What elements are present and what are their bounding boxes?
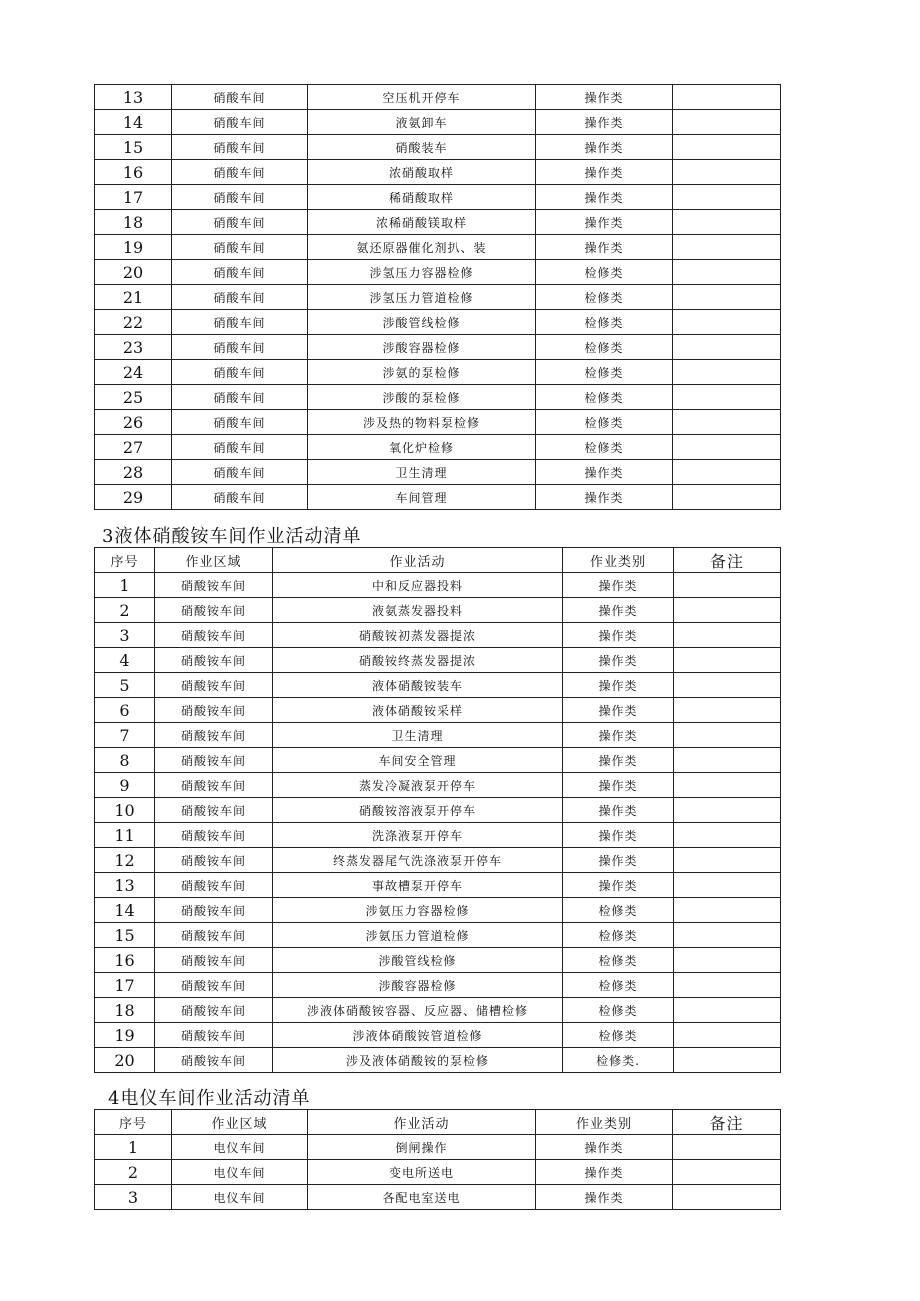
row-category: 检修类 (536, 410, 673, 435)
row-note (673, 485, 781, 510)
row-note (674, 648, 781, 673)
row-activity: 涉酸管线检修 (273, 948, 563, 973)
row-area: 硝酸铵车间 (155, 773, 273, 798)
row-area: 硝酸车间 (172, 235, 308, 260)
row-note (673, 185, 781, 210)
table-row (95, 623, 781, 648)
row-activity: 涉氨的泵检修 (308, 360, 536, 385)
row-note (674, 673, 781, 698)
row-category: 检修类 (536, 335, 673, 360)
table-row (95, 898, 781, 923)
row-area: 电仪车间 (172, 1135, 308, 1160)
row-category: 操作类 (563, 573, 674, 598)
row-category: 操作类 (563, 798, 674, 823)
table-row (95, 485, 781, 510)
row-activity: 氨还原器催化剂扒、装 (308, 235, 536, 260)
row-activity: 卫生清理 (308, 460, 536, 485)
row-number: 13 (95, 873, 155, 898)
row-area: 硝酸铵车间 (155, 698, 273, 723)
table-row (95, 1023, 781, 1048)
row-note (674, 923, 781, 948)
row-area: 硝酸铵车间 (155, 1048, 273, 1073)
row-activity: 洗涤液泵开停车 (273, 823, 563, 848)
row-category: 检修类 (563, 1023, 674, 1048)
row-number: 14 (95, 110, 172, 135)
header-category: 作业类别 (536, 1110, 673, 1135)
row-area: 硝酸车间 (172, 410, 308, 435)
section3-title: 3液体硝酸铵车间作业活动清单 (102, 526, 362, 547)
row-category: 操作类 (536, 1135, 673, 1160)
table-row (95, 973, 781, 998)
row-activity: 氧化炉检修 (308, 435, 536, 460)
table-row (95, 948, 781, 973)
row-note (673, 110, 781, 135)
row-note (673, 335, 781, 360)
row-category: 检修类 (536, 285, 673, 310)
row-category: 操作类 (536, 1160, 673, 1185)
row-area: 硝酸车间 (172, 385, 308, 410)
header-activity: 作业活动 (308, 1110, 536, 1135)
row-category: 操作类 (536, 160, 673, 185)
row-note (674, 773, 781, 798)
row-area: 硝酸车间 (172, 160, 308, 185)
table-row (95, 335, 781, 360)
table-row (95, 460, 781, 485)
row-number: 27 (95, 435, 172, 460)
header-note: 备注 (673, 1110, 781, 1135)
row-area: 硝酸车间 (172, 460, 308, 485)
row-area: 硝酸铵车间 (155, 623, 273, 648)
table-row (95, 260, 781, 285)
table-row (95, 160, 781, 185)
row-number: 4 (95, 648, 155, 673)
section3-table (94, 547, 781, 1073)
table-header-row (95, 1110, 781, 1135)
row-activity: 浓稀硝酸镁取样 (308, 210, 536, 235)
table-row (95, 1135, 781, 1160)
row-category: 操作类 (563, 723, 674, 748)
row-activity: 涉氢压力容器检修 (308, 260, 536, 285)
table-row (95, 210, 781, 235)
row-category: 操作类 (536, 85, 673, 110)
row-number: 12 (95, 848, 155, 873)
table-row (95, 110, 781, 135)
table-row (95, 698, 781, 723)
row-activity: 液体硝酸铵采样 (273, 698, 563, 723)
row-category: 操作类 (563, 773, 674, 798)
row-number: 23 (95, 335, 172, 360)
header-area: 作业区域 (172, 1110, 308, 1135)
row-area: 硝酸车间 (172, 285, 308, 310)
row-category: 检修类 (536, 260, 673, 285)
row-number: 16 (95, 948, 155, 973)
table-row (95, 748, 781, 773)
row-number: 28 (95, 460, 172, 485)
row-note (674, 598, 781, 623)
row-note (674, 948, 781, 973)
row-number: 17 (95, 973, 155, 998)
row-note (674, 973, 781, 998)
table-row (95, 998, 781, 1023)
row-category: 检修类 (536, 385, 673, 410)
row-area: 硝酸车间 (172, 360, 308, 385)
row-area: 电仪车间 (172, 1160, 308, 1185)
row-area: 硝酸铵车间 (155, 748, 273, 773)
row-area: 硝酸车间 (172, 435, 308, 460)
row-number: 29 (95, 485, 172, 510)
row-number: 25 (95, 385, 172, 410)
row-area: 硝酸铵车间 (155, 723, 273, 748)
row-area: 硝酸铵车间 (155, 598, 273, 623)
row-area: 硝酸铵车间 (155, 998, 273, 1023)
row-number: 15 (95, 923, 155, 948)
row-number: 20 (95, 1048, 155, 1073)
row-area: 硝酸车间 (172, 485, 308, 510)
row-number: 13 (95, 85, 172, 110)
row-number: 18 (95, 210, 172, 235)
row-category: 检修类 (536, 310, 673, 335)
table-row (95, 823, 781, 848)
row-note (673, 285, 781, 310)
row-note (674, 698, 781, 723)
row-note (674, 623, 781, 648)
row-number: 3 (95, 1185, 172, 1210)
table-header-row (95, 548, 781, 573)
row-activity: 卫生清理 (273, 723, 563, 748)
row-area: 硝酸车间 (172, 310, 308, 335)
row-activity: 空压机开停车 (308, 85, 536, 110)
row-area: 硝酸铵车间 (155, 798, 273, 823)
row-category: 操作类 (536, 460, 673, 485)
row-note (673, 410, 781, 435)
row-note (673, 135, 781, 160)
section3-table-body (95, 573, 781, 1073)
row-area: 硝酸铵车间 (155, 898, 273, 923)
table-row (95, 1160, 781, 1185)
header-no: 序号 (95, 548, 155, 573)
row-number: 10 (95, 798, 155, 823)
row-category: 操作类 (563, 748, 674, 773)
row-area: 硝酸铵车间 (155, 823, 273, 848)
table-row (95, 798, 781, 823)
row-number: 5 (95, 673, 155, 698)
row-number: 18 (95, 998, 155, 1023)
table-row (95, 435, 781, 460)
row-activity: 稀硝酸取样 (308, 185, 536, 210)
row-activity: 涉酸容器检修 (273, 973, 563, 998)
row-activity: 车间管理 (308, 485, 536, 510)
table-row (95, 1185, 781, 1210)
row-area: 硝酸车间 (172, 260, 308, 285)
row-number: 21 (95, 285, 172, 310)
row-activity: 倒闸操作 (308, 1135, 536, 1160)
table-row (95, 923, 781, 948)
section4-table-body (95, 1135, 781, 1210)
row-activity: 涉酸管线检修 (308, 310, 536, 335)
table-row (95, 235, 781, 260)
row-category: 检修类 (563, 898, 674, 923)
row-category: 检修类 (563, 973, 674, 998)
row-number: 2 (95, 1160, 172, 1185)
row-area: 硝酸铵车间 (155, 648, 273, 673)
row-number: 17 (95, 185, 172, 210)
row-category: 操作类 (536, 235, 673, 260)
section4-table (94, 1109, 781, 1210)
row-activity: 液体硝酸铵装车 (273, 673, 563, 698)
table-row (95, 848, 781, 873)
row-activity: 变电所送电 (308, 1160, 536, 1185)
row-number: 8 (95, 748, 155, 773)
row-note (673, 1160, 781, 1185)
table-row (95, 285, 781, 310)
row-activity: 各配电室送电 (308, 1185, 536, 1210)
row-number: 19 (95, 235, 172, 260)
row-activity: 涉及热的物料泵检修 (308, 410, 536, 435)
table-row (95, 135, 781, 160)
row-number: 1 (95, 573, 155, 598)
row-area: 硝酸铵车间 (155, 573, 273, 598)
row-area: 硝酸车间 (172, 135, 308, 160)
row-category: 操作类 (536, 185, 673, 210)
table-row (95, 648, 781, 673)
row-area: 硝酸车间 (172, 185, 308, 210)
row-category: 操作类 (563, 848, 674, 873)
row-activity: 硝酸铵溶液泵开停车 (273, 798, 563, 823)
table-row (95, 310, 781, 335)
row-category: 操作类 (563, 823, 674, 848)
row-note (673, 1185, 781, 1210)
row-category: 操作类 (536, 485, 673, 510)
row-activity: 蒸发冷凝液泵开停车 (273, 773, 563, 798)
row-area: 硝酸铵车间 (155, 948, 273, 973)
table-row (95, 598, 781, 623)
row-category: 操作类 (563, 873, 674, 898)
table-row (95, 360, 781, 385)
row-note (674, 1048, 781, 1073)
table-row (95, 385, 781, 410)
row-number: 11 (95, 823, 155, 848)
row-category: 操作类 (536, 110, 673, 135)
row-number: 24 (95, 360, 172, 385)
section2-table-body (95, 85, 781, 510)
row-category: 操作类 (536, 210, 673, 235)
row-note (673, 385, 781, 410)
row-note (674, 1023, 781, 1048)
row-note (674, 748, 781, 773)
row-activity: 车间安全管理 (273, 748, 563, 773)
row-category: 操作类 (536, 1185, 673, 1210)
row-note (673, 360, 781, 385)
row-note (673, 435, 781, 460)
row-activity: 硝酸铵初蒸发器提浓 (273, 623, 563, 648)
row-note (673, 260, 781, 285)
section2-table (94, 84, 781, 510)
row-category: 检修类. (563, 1048, 674, 1073)
row-note (674, 573, 781, 598)
row-category: 检修类 (563, 998, 674, 1023)
row-note (674, 898, 781, 923)
row-category: 操作类 (563, 598, 674, 623)
row-area: 硝酸铵车间 (155, 973, 273, 998)
header-area: 作业区域 (155, 548, 273, 573)
row-note (673, 160, 781, 185)
row-activity: 涉氢压力管道检修 (308, 285, 536, 310)
row-area: 硝酸铵车间 (155, 848, 273, 873)
row-activity: 浓硝酸取样 (308, 160, 536, 185)
row-number: 14 (95, 898, 155, 923)
table-row (95, 773, 781, 798)
row-activity: 涉氨压力管道检修 (273, 923, 563, 948)
row-area: 硝酸车间 (172, 110, 308, 135)
row-category: 检修类 (563, 948, 674, 973)
row-activity: 涉液体硝酸铵容器、反应器、储槽检修 (273, 998, 563, 1023)
row-activity: 液氨蒸发器投料 (273, 598, 563, 623)
row-category: 检修类 (536, 360, 673, 385)
row-note (674, 798, 781, 823)
row-number: 7 (95, 723, 155, 748)
section4-title: 4电仪车间作业活动清单 (108, 1088, 311, 1109)
row-area: 硝酸铵车间 (155, 873, 273, 898)
row-area: 电仪车间 (172, 1185, 308, 1210)
table-row (95, 573, 781, 598)
row-activity: 液氨卸车 (308, 110, 536, 135)
row-number: 6 (95, 698, 155, 723)
row-activity: 涉酸的泵检修 (308, 385, 536, 410)
row-note (673, 85, 781, 110)
row-category: 检修类 (536, 435, 673, 460)
table-row (95, 673, 781, 698)
row-note (673, 235, 781, 260)
row-number: 20 (95, 260, 172, 285)
row-activity: 硝酸装车 (308, 135, 536, 160)
row-note (674, 873, 781, 898)
header-note: 备注 (674, 548, 781, 573)
row-number: 19 (95, 1023, 155, 1048)
header-category: 作业类别 (563, 548, 674, 573)
row-activity: 终蒸发器尾气洗涤液泵开停车 (273, 848, 563, 873)
row-area: 硝酸铵车间 (155, 673, 273, 698)
row-activity: 事故槽泵开停车 (273, 873, 563, 898)
table-row (95, 85, 781, 110)
row-note (674, 723, 781, 748)
row-category: 操作类 (536, 135, 673, 160)
row-number: 22 (95, 310, 172, 335)
row-category: 操作类 (563, 623, 674, 648)
row-activity: 硝酸铵终蒸发器提浓 (273, 648, 563, 673)
row-activity: 涉及液体硝酸铵的泵检修 (273, 1048, 563, 1073)
header-activity: 作业活动 (273, 548, 563, 573)
row-activity: 中和反应器投料 (273, 573, 563, 598)
row-number: 15 (95, 135, 172, 160)
table-row (95, 873, 781, 898)
row-note (674, 823, 781, 848)
row-number: 9 (95, 773, 155, 798)
header-no: 序号 (95, 1110, 172, 1135)
table-row (95, 723, 781, 748)
row-category: 操作类 (563, 648, 674, 673)
row-area: 硝酸铵车间 (155, 1023, 273, 1048)
row-number: 26 (95, 410, 172, 435)
row-note (673, 210, 781, 235)
row-activity: 涉氨压力容器检修 (273, 898, 563, 923)
row-note (674, 848, 781, 873)
row-category: 操作类 (563, 698, 674, 723)
row-area: 硝酸铵车间 (155, 923, 273, 948)
row-note (674, 998, 781, 1023)
row-area: 硝酸车间 (172, 210, 308, 235)
row-activity: 涉酸容器检修 (308, 335, 536, 360)
row-category: 检修类 (563, 923, 674, 948)
row-note (673, 1135, 781, 1160)
table-row (95, 185, 781, 210)
row-area: 硝酸车间 (172, 85, 308, 110)
row-category: 操作类 (563, 673, 674, 698)
table-row (95, 1048, 781, 1073)
row-number: 16 (95, 160, 172, 185)
row-note (673, 310, 781, 335)
row-number: 1 (95, 1135, 172, 1160)
row-note (673, 460, 781, 485)
row-number: 3 (95, 623, 155, 648)
row-number: 2 (95, 598, 155, 623)
table-row (95, 410, 781, 435)
row-activity: 涉液体硝酸铵管道检修 (273, 1023, 563, 1048)
row-area: 硝酸车间 (172, 335, 308, 360)
